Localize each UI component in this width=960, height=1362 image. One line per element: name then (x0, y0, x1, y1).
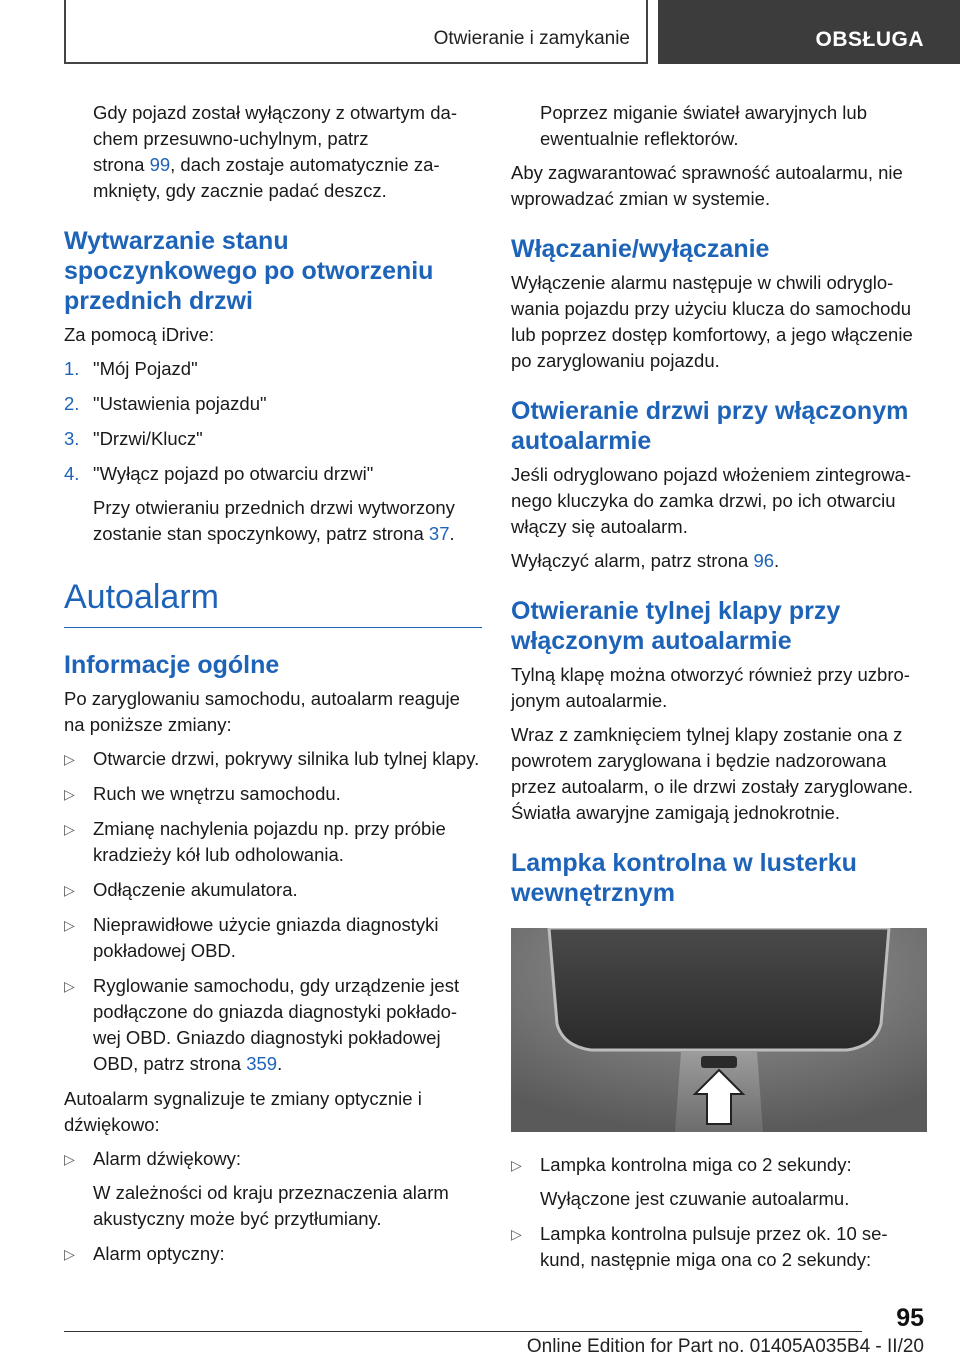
intro-text-1: Gdy pojazd został wyłączony z otwartym da‐chem przesuwno-uchylnym, patrz (93, 102, 457, 149)
list-item (64, 877, 482, 903)
step4-note: Przy otwieraniu przednich drzwi wytworzony zostanie stan spoczynkowy, patrz strona 37. (93, 497, 455, 544)
heading-drzwi: Otwieranie drzwi przy włączonym autoalarmie (511, 397, 909, 455)
edition-footer: Online Edition for Part no. 01405A035B4 - II/20 (526, 1336, 924, 1357)
optic-note: Poprzez miganie świateł awaryjnych lub ewentualnie reflektorów. (540, 102, 867, 149)
info-paragraph: Po zaryglowaniu samochodu, autoalarm reaguje na poniższe zmiany: (64, 688, 460, 735)
list-item (64, 912, 482, 964)
page-link-37[interactable]: 37 (428, 523, 450, 544)
page-link-359[interactable]: 359 (246, 1053, 278, 1074)
alarm-type-list (64, 1146, 482, 1267)
list-item (64, 746, 482, 772)
step-text: "Wyłącz pojazd po otwarciu drzwi" (93, 463, 374, 484)
triangle-bullet-icon: ▷ (511, 1157, 522, 1173)
triangle-bullet-icon: ▷ (64, 1246, 75, 1262)
mirror-photo (511, 928, 927, 1132)
list-item-text: Lampka kontrolna pulsuje przez ok. 10 se‐kund, następnie miga ona co 2 sekundy: (540, 1223, 888, 1270)
page-link-96[interactable]: 96 (753, 550, 775, 571)
header-tag-box (658, 0, 960, 64)
wlaczanie-paragraph: Wyłączenie alarmu następuje w chwili odryglo‐wania pojazdu przy użyciu klucza do samochodu lub poprzez dostęp komfortowy, a jego włączenie po zaryglowaniu pojazdu. (511, 272, 913, 371)
step-number: 2. (64, 393, 80, 414)
list-item (511, 1221, 929, 1273)
step-item (64, 391, 482, 417)
footer-divider (64, 1331, 862, 1332)
triangle-bullet-icon: ▷ (64, 917, 75, 933)
idrive-intro: Za pomocą iDrive: (64, 324, 215, 345)
right-column (511, 100, 929, 1282)
list-item (64, 1241, 482, 1267)
list-item-text: Zmianę nachylenia pojazdu np. przy próbie kradzieży kół lub odholowania. (93, 818, 446, 865)
step-number: 1. (64, 358, 80, 379)
step-item (64, 461, 482, 547)
intro-paragraph (64, 100, 482, 204)
heading-klapa: Otwieranie tylnej klapy przy włączonym autoalarmie (511, 597, 841, 655)
triangle-bullet-icon: ▷ (64, 786, 75, 802)
heading-informacje: Informacje ogólne (64, 651, 280, 679)
list-item-text: Ryglowanie samochodu, gdy urządzenie jest podłączone do gniazda diagnostyki pokłado‐wej OBD. Gniazdo diagnostyki pokładowej OBD, patrz strona (93, 975, 460, 1074)
list-item-text: Lampka kontrolna miga co 2 sekundy: (540, 1154, 852, 1175)
list-item (64, 816, 482, 868)
signal-paragraph: Autoalarm sygnalizuje te zmiany optycznie i dźwiękowo: (64, 1088, 422, 1135)
trigger-list (64, 746, 482, 1077)
page-number: 95 (896, 1304, 924, 1332)
drzwi-paragraph: Jeśli odryglowano pojazd włożeniem zintegrowa‐nego kluczyka do zamka drzwi, po ich otwarciu włączy się autoalarm. (511, 464, 912, 537)
left-column (64, 100, 482, 1276)
list-item (64, 781, 482, 807)
page-link-99[interactable]: 99 (149, 154, 171, 175)
list-item (64, 1146, 482, 1232)
alarm-sound-note: W zależności od kraju przeznaczenia alarm akustyczny może być przytłumiany. (93, 1182, 449, 1229)
heading-autoalarm: Autoalarm (64, 577, 482, 628)
list-item-text: Ruch we wnętrzu samochodu. (93, 783, 341, 804)
intro-strona: strona (93, 154, 145, 175)
list-item (511, 1152, 929, 1212)
idrive-steps (64, 356, 482, 547)
step-number: 4. (64, 463, 80, 484)
heading-wytwarzanie: Wytwarzanie stanu spoczynkowego po otworzeniu przednich drzwi (64, 227, 434, 315)
triangle-bullet-icon: ▷ (64, 1151, 75, 1167)
section-title: Otwieranie i zamykanie (433, 28, 630, 49)
triangle-bullet-icon: ▷ (64, 882, 75, 898)
header-section-box (64, 0, 648, 64)
list-item-text: Alarm dźwiękowy: (93, 1148, 242, 1169)
klapa-paragraph-1: Tylną klapę można otworzyć również przy uzbro‐jonym autoalarmie. (511, 664, 910, 711)
step-text: "Mój Pojazd" (93, 358, 198, 379)
triangle-bullet-icon: ▷ (511, 1226, 522, 1242)
klapa-paragraph-2: Wraz z zamknięciem tylnej klapy zostanie ona z powrotem zaryglowana i będzie nadzorowana przez autoalarm, o ile drzwi zostały zaryglowane. Światła awaryjne zamigają jednokrotnie. (511, 724, 914, 823)
lampka-list (511, 1152, 929, 1273)
step-text: "Ustawienia pojazdu" (93, 393, 267, 414)
chapter-tag: OBSŁUGA (815, 28, 924, 51)
heading-wlaczanie: Włączanie/wyłączanie (511, 235, 770, 263)
step-item (64, 356, 482, 382)
step4-note-text: Przy otwieraniu przednich drzwi wytworzony zostanie stan spoczynkowy, patrz strona (93, 497, 455, 544)
wylaczyc-paragraph: Wyłączyć alarm, patrz strona 96. (511, 550, 780, 571)
no-changes-paragraph: Aby zagwarantować sprawność autoalarmu, nie wprowadzać zmian w systemie. (511, 162, 903, 209)
intro-text-2: , dach zostaje automatycznie za‐mknięty, gdy zacznie padać deszcz. (93, 154, 440, 201)
list-item-text: Nieprawidłowe użycie gniazda diagnostyki pokładowej OBD. (93, 914, 439, 961)
list-item-text: Odłączenie akumulatora. (93, 879, 298, 900)
wylaczyc-text: Wyłączyć alarm, patrz strona (511, 550, 749, 571)
triangle-bullet-icon: ▷ (64, 978, 75, 994)
lampka-1-note: Wyłączone jest czuwanie autoalarmu. (540, 1188, 850, 1209)
list-item: ▷ Ryglowanie samochodu, gdy urządzenie jest podłączone do gniazda diagnostyki pokłado‐wej OBD. Gniazdo diagnostyki pokładowej OBD, patrz strona 359. (64, 975, 460, 1074)
list-item-text: Alarm optyczny: (93, 1243, 225, 1264)
triangle-bullet-icon: ▷ (64, 751, 75, 767)
step-number: 3. (64, 428, 80, 449)
triangle-bullet-icon: ▷ (64, 821, 75, 837)
heading-lampka: Lampka kontrolna w lusterku wewnętrznym (511, 849, 857, 907)
step-text: "Drzwi/Klucz" (93, 428, 203, 449)
list-item-text: Otwarcie drzwi, pokrywy silnika lub tylnej klapy. (93, 748, 480, 769)
step-item (64, 426, 482, 452)
